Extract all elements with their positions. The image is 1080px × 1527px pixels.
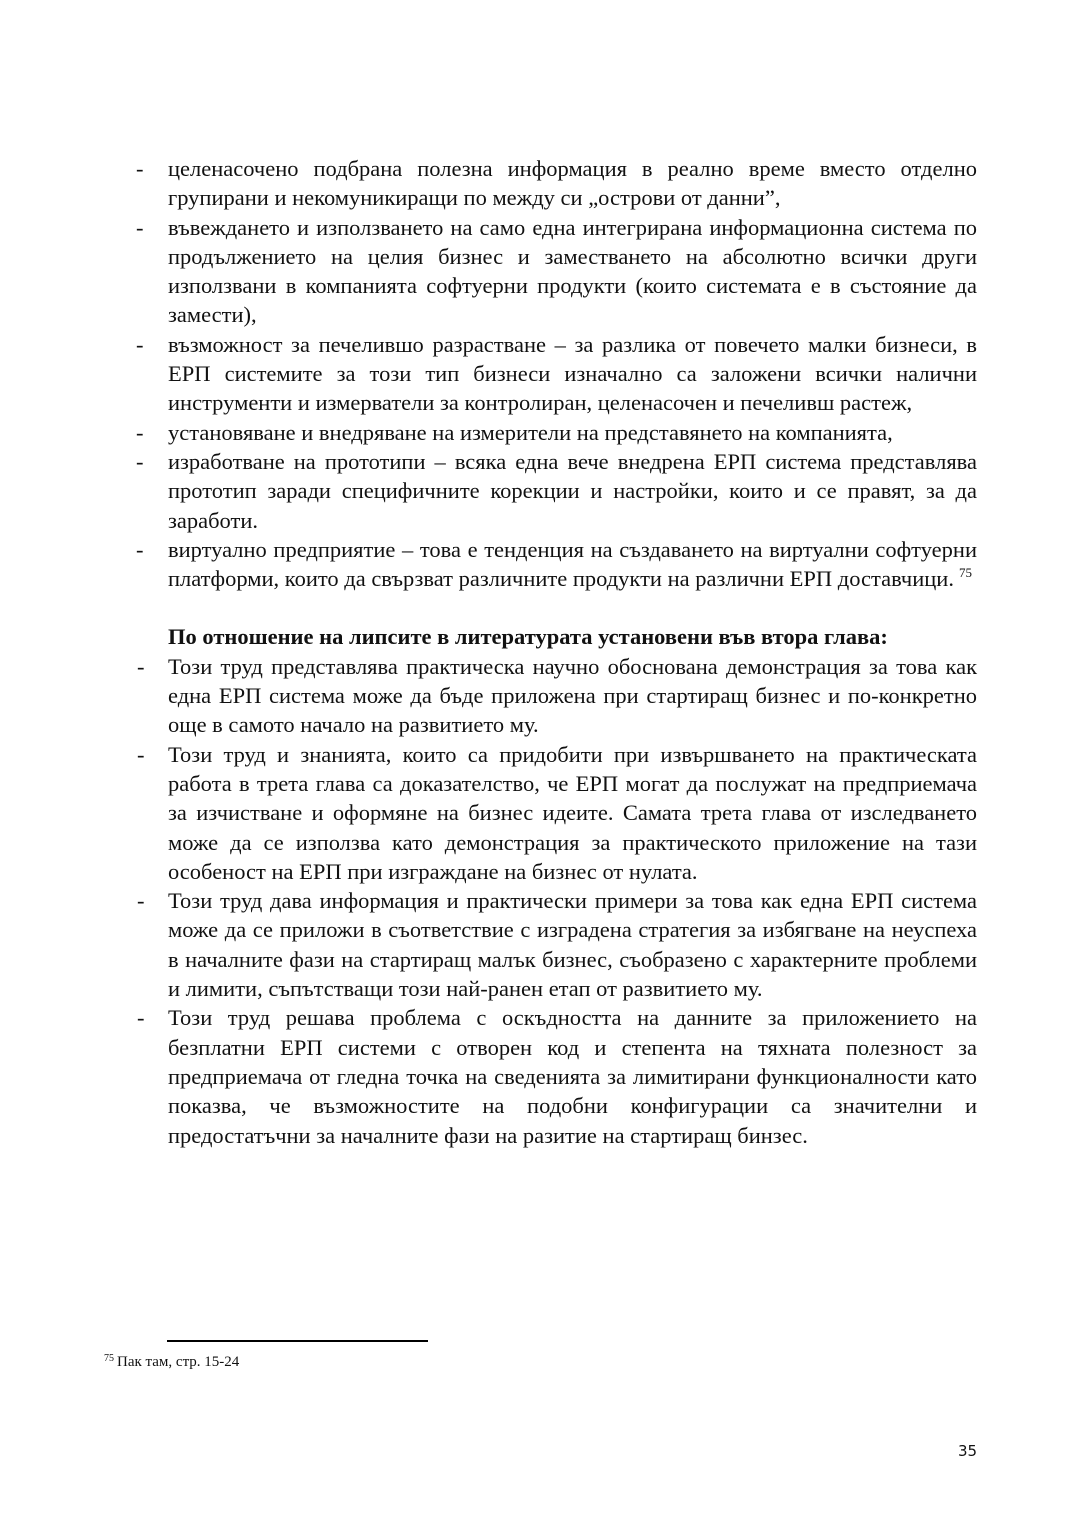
list-bullet: - [136,331,144,357]
feature-list [135,154,977,593]
list-item-text: въвеждането и използването на само една интегрирана информационна система по продължението на целия бизнес и заместването на абсолютно всички други използвани в компанията софтуерни продукти (които системата е в състояние да замести), [168,214,977,328]
page-number: 35 [958,1442,978,1460]
list-bullet: - [136,536,144,562]
list-bullet: - [136,448,144,474]
list-item-text: Този труд дава информация и практически примери за това как една ЕРП система може да се приложи в съответствие с изградена стратегия за избягване на неуспеха в началните фази на стартиращ малък бизнес, съобразено с характерните проблеми и лимити, съпътстващи този най-ранен етап от развитието му. [168,888,977,1002]
list-item [135,740,977,886]
list-item [135,652,977,740]
list-item-text: Този труд и знанията, които са придобити при извършването на практическата работа в трета глава са доказателство, че ЕРП могат да послужат на предприемача за изчистване и оформяне на бизнес идеите. Самата трета глава от изследването може да се използва като демонстрация за практическото приложение на тази особеност на ЕРП при изграждане на бизнес от нулата. [168,741,977,884]
list-item-text: установяване и внедряване на измерители на представянето на компанията, [168,419,893,445]
footnote-separator [167,1340,428,1342]
list-item [135,535,977,594]
list-item [135,213,977,330]
list-item-text: целенасочено подбрана полезна информация в реално време вместо отделно групирани и некомуникиращи по между си „острови от данни”, [168,156,977,211]
footnote-number: 75 [104,1353,114,1364]
list-item-text: виртуално предприятие – това е тенденция на създаването на виртуални софтуерни платформи, които да свързват различните продукти на различни ЕРП доставчици. [168,536,977,592]
list-item-text: Този труд представлява практическа научно обоснована демонстрация за това как една ЕРП система може да бъде приложена при стартиращ бизнес и по-конкретно още в самото начало на развитието му. [168,653,977,738]
list-bullet: - [137,653,145,679]
list-bullet: - [136,156,144,181]
body-text [135,154,977,1150]
footnote-reference: 75 [958,565,972,581]
section-heading: По отношение на липсите в литературата установени във втора глава: [168,624,888,650]
list-item [135,447,977,535]
list-item-text: Този труд решава проблема с оскъдността на данните за приложението на безплатни ЕРП системи с отворен код и степента на тяхната полезност за предприемача от гледна точка на сведенията за лимитирани функционалности като показва, че възможностите на подобни конфигурации са значителни и предостатъчни за началните фази на разитие на стартиращ бинзес. [168,1005,977,1148]
list-bullet: - [137,888,145,914]
list-item-text: изработване на прототипи – всяка една вече внедрена ЕРП система представлява прототип заради специфичните корекции и настройки, които и се правят, за да заработи. [168,448,977,533]
footnote-text: Пак там, стр. 15-24 [117,1354,240,1370]
contribution-list [135,652,977,1150]
list-bullet: - [136,419,144,445]
list-item [135,1003,977,1149]
list-bullet: - [137,741,145,767]
list-item [135,154,977,213]
list-item-text: възможност за печелившо разрастване – за разлика от повечето малки бизнеси, в ЕРП системите за този тип бизнеси изначално са заложени всички налични инструменти и измерватели за контролиран, целенасочен и печеливш растеж, [168,331,977,416]
list-item [135,886,977,1003]
footnote [104,1352,239,1372]
list-item [135,418,977,447]
list-bullet: - [137,1005,145,1031]
list-item [135,330,977,418]
list-bullet: - [136,214,144,240]
